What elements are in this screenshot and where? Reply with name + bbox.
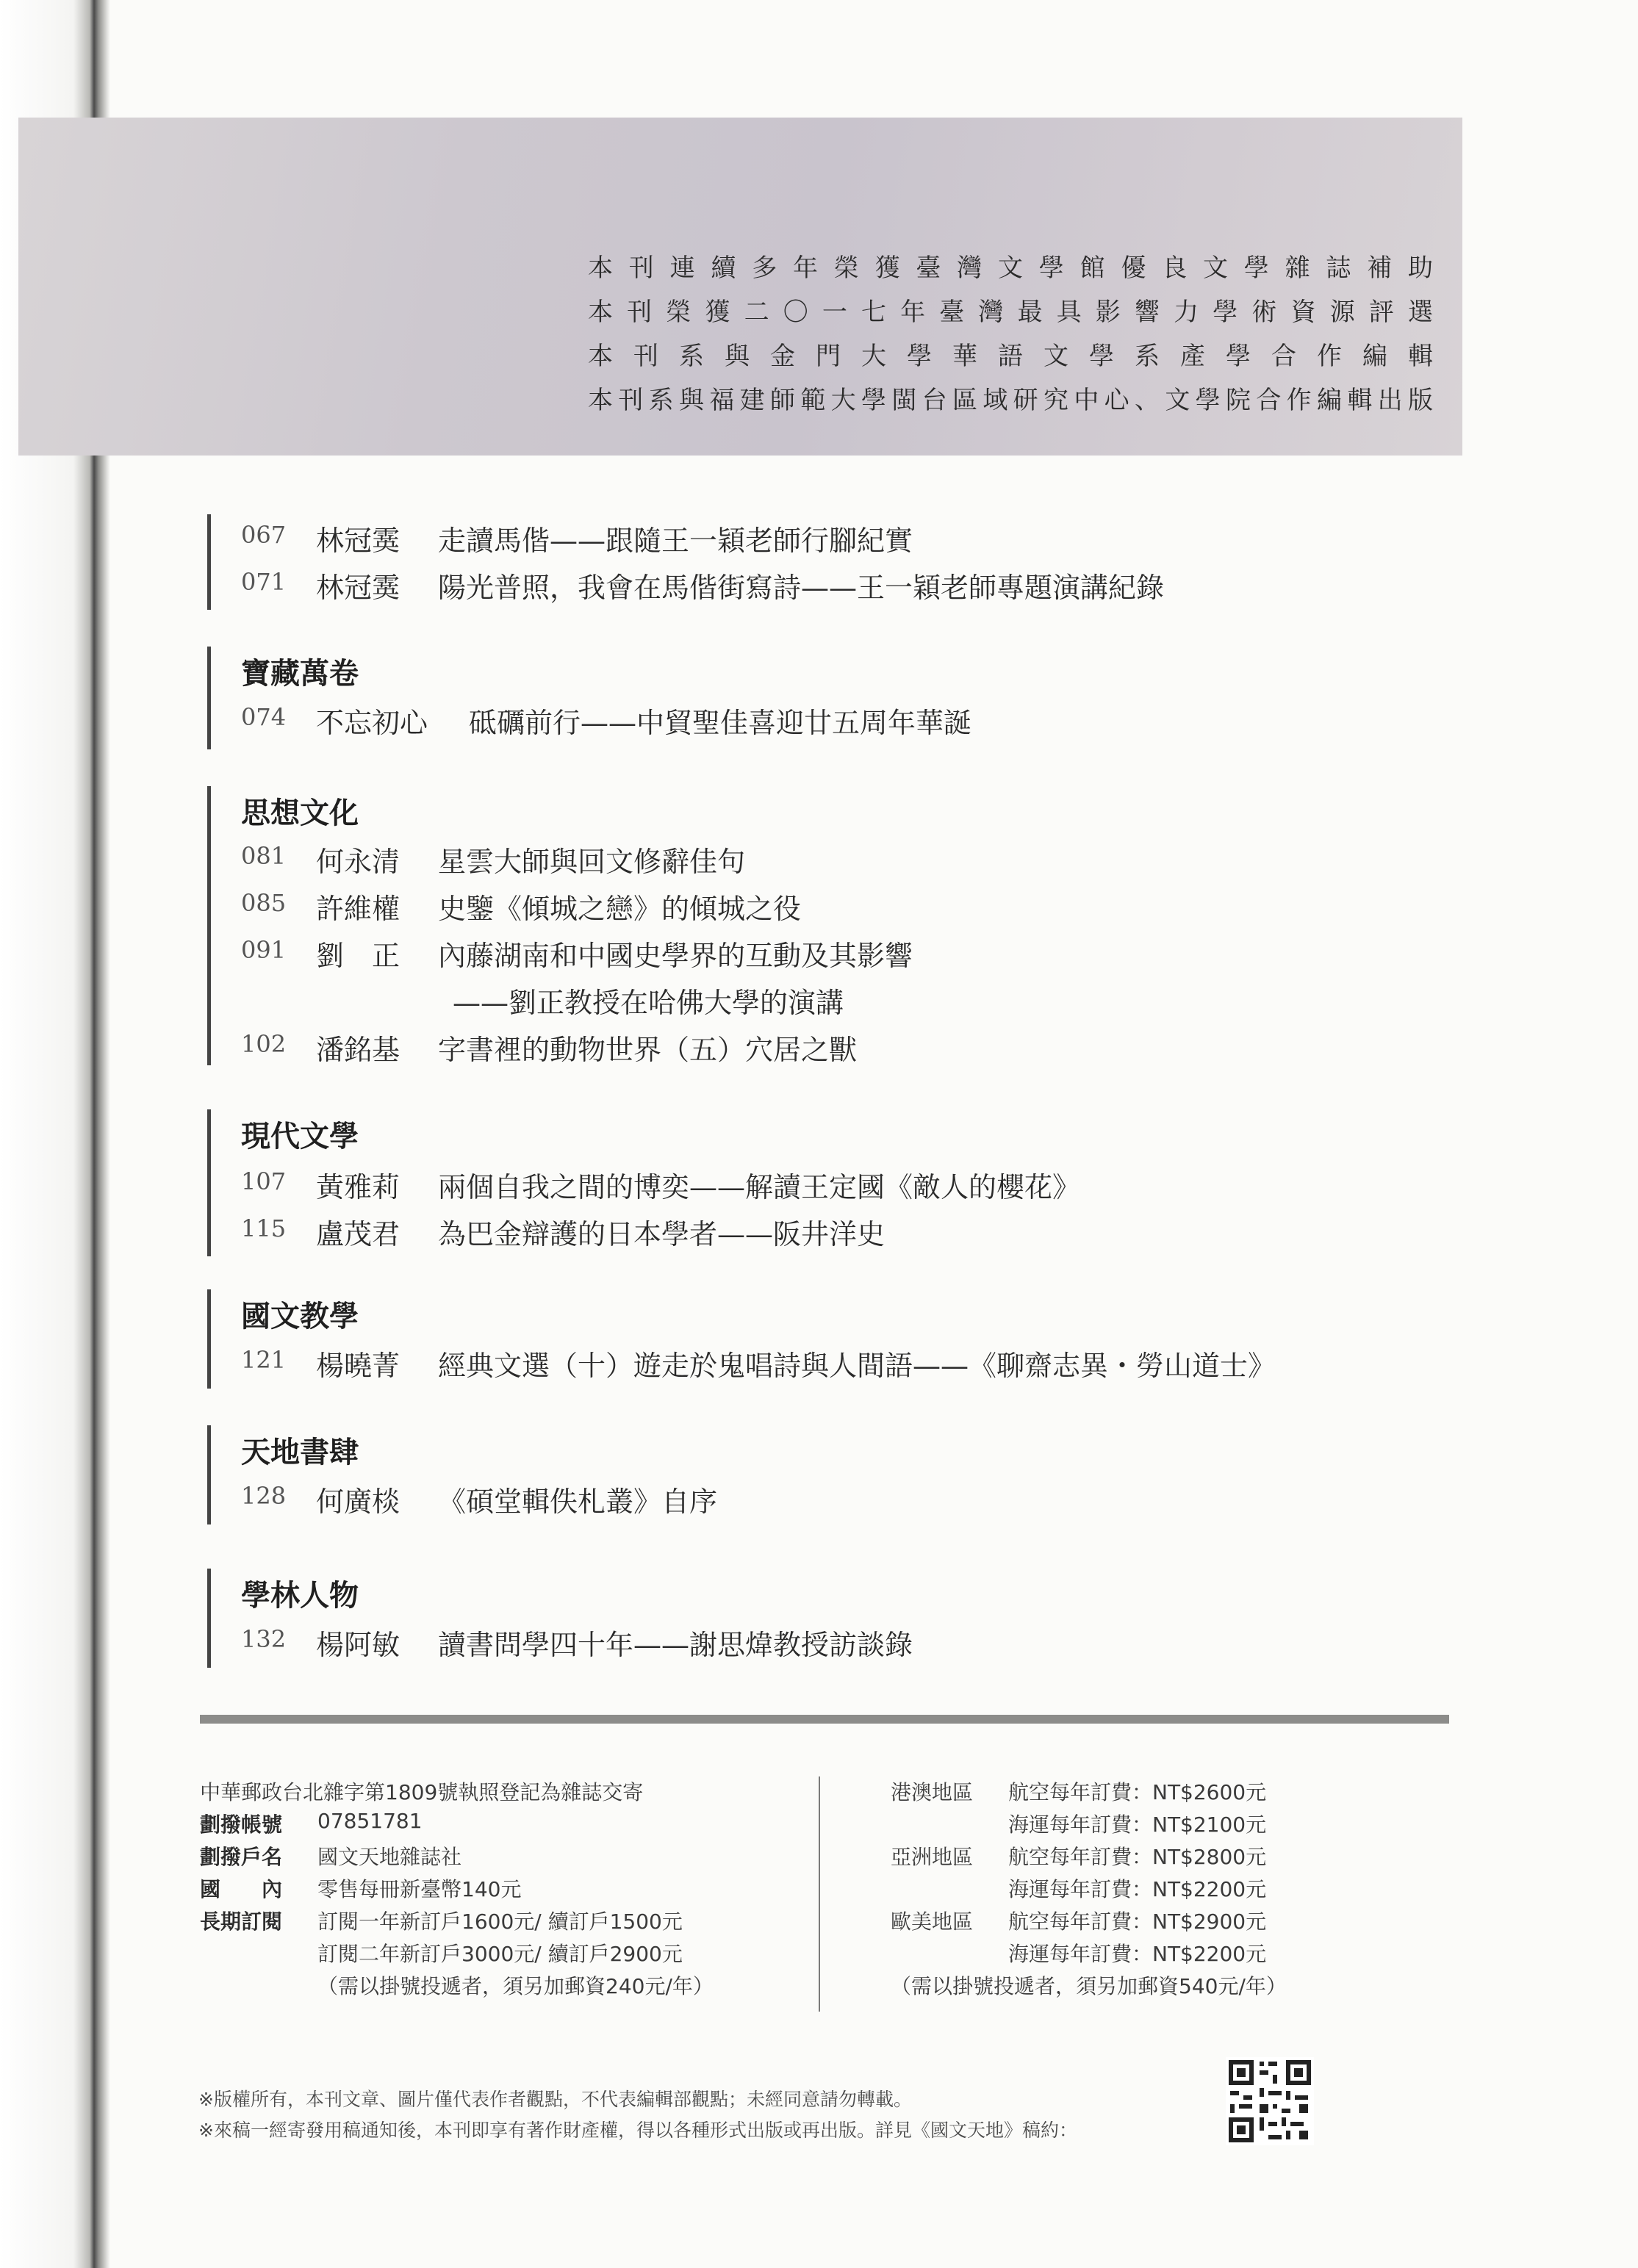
page-number: 128 [241, 1482, 287, 1510]
section-title: 國文教學 [241, 1300, 359, 1333]
page-number: 074 [241, 703, 287, 731]
rate-text: 航空每年訂費：NT$2900元 [1008, 1909, 1267, 1934]
page-number: 091 [241, 936, 287, 964]
rate-text: 海運每年訂費：NT$2100元 [1008, 1812, 1267, 1837]
article-title: 內藤湖南和中國史學界的互動及其影響 [438, 940, 913, 972]
header-line-4: 本刊系與福建師範大學閩台區域研究中心、文學院合作編輯出版 [588, 386, 1433, 415]
header-banner [18, 118, 1462, 456]
account-value: 07851781 [317, 1809, 423, 1833]
section-title: 寶藏萬卷 [241, 657, 359, 691]
section-bar [207, 1569, 211, 1668]
article-title: 陽光普照，我會在馬偕街寫詩——王一穎老師專題演講紀錄 [438, 572, 1165, 604]
longterm-note: （需以掛號投遞者，須另加郵資240元/年） [317, 1974, 714, 1998]
page-number: 071 [241, 568, 287, 596]
rate-text: 航空每年訂費：NT$2600元 [1008, 1780, 1267, 1804]
page-number: 081 [241, 842, 287, 870]
region-label: 港澳地區 [891, 1780, 974, 1804]
header-line-3: 本刊系與金門大學華語文學系產學合作編輯 [588, 342, 1433, 371]
section-bar [207, 514, 211, 610]
page-number: 102 [241, 1030, 287, 1058]
header-line-1: 本刊連續多年榮獲臺灣文學館優良文學雜誌補助 [588, 253, 1433, 283]
longterm-label: 長期訂閱 [200, 1909, 283, 1934]
section-title: 學林人物 [241, 1579, 359, 1613]
article-title: 兩個自我之間的博奕——解讀王定國《敵人的櫻花》 [438, 1171, 1081, 1203]
article-title: 走讀馬偕——跟隨王一穎老師行腳紀實 [438, 525, 913, 557]
author: 黃雅莉 [316, 1171, 400, 1203]
section-bar [207, 1425, 211, 1524]
author: 何廣棪 [316, 1486, 400, 1518]
page-number: 115 [241, 1214, 287, 1242]
author: 劉 正 [316, 940, 400, 972]
article-title: 砥礪前行——中貿聖佳喜迎廿五周年華誕 [469, 707, 972, 739]
holder-value: 國文天地雜誌社 [317, 1845, 462, 1869]
author: 許維權 [316, 893, 400, 925]
holder-label: 劃撥戶名 [200, 1845, 283, 1869]
author: 林冠霙 [316, 525, 400, 557]
section-bar [207, 647, 211, 749]
article-title: 史鑒《傾城之戀》的傾城之役 [438, 893, 802, 925]
page-number: 085 [241, 889, 287, 917]
overseas-note: （需以掛號投遞者，須另加郵資540元/年） [891, 1974, 1287, 1998]
author: 何永清 [316, 846, 400, 878]
article-title: 星雲大師與回文修辭佳句 [438, 846, 746, 878]
author: 不忘初心 [316, 707, 428, 739]
author: 林冠霙 [316, 572, 400, 604]
author: 盧茂君 [316, 1218, 400, 1250]
longterm-line-1: 訂閱一年新訂戶1600元/ 續訂戶1500元 [317, 1909, 683, 1934]
page-number: 107 [241, 1167, 287, 1195]
rate-text: 航空每年訂費：NT$2800元 [1008, 1845, 1267, 1869]
page-number: 121 [241, 1346, 287, 1374]
article-title: 為巴金辯護的日本學者——阪井洋史 [438, 1218, 886, 1250]
article-title: 讀書問學四十年——謝思煒教授訪談錄 [438, 1629, 913, 1661]
author: 楊阿敏 [316, 1629, 400, 1661]
article-subtitle: ——劉正教授在哈佛大學的演講 [453, 987, 844, 1019]
account-label: 劃撥帳號 [200, 1812, 283, 1837]
section-title: 天地書肆 [241, 1436, 359, 1469]
copyright-notice: ※版權所有，本刊文章、圖片僅代表作者觀點，不代表編輯部觀點；未經同意請勿轉載。 [198, 2089, 912, 2110]
author: 潘銘基 [316, 1034, 400, 1066]
author: 楊曉菁 [316, 1350, 400, 1382]
domestic-label: 國 內 [200, 1877, 283, 1901]
section-bar [207, 786, 211, 1065]
rate-text: 海運每年訂費：NT$2200元 [1008, 1877, 1267, 1901]
article-title: 字書裡的動物世界（五）穴居之獸 [438, 1034, 858, 1066]
rate-text: 海運每年訂費：NT$2200元 [1008, 1942, 1267, 1966]
section-title: 思想文化 [241, 796, 359, 830]
section-divider [200, 1715, 1449, 1724]
qr-code-icon[interactable] [1226, 2057, 1314, 2145]
region-label: 亞洲地區 [891, 1845, 974, 1869]
section-title: 現代文學 [241, 1120, 359, 1153]
article-title: 《碩堂輯佚札叢》自序 [438, 1486, 718, 1518]
region-label: 歐美地區 [891, 1909, 974, 1934]
page-number: 067 [241, 521, 287, 549]
column-separator [819, 1776, 820, 2012]
section-bar [207, 1109, 211, 1256]
page-number: 132 [241, 1625, 287, 1653]
header-line-2: 本刊榮獲二〇一七年臺灣最具影響力學術資源評選 [588, 298, 1433, 327]
section-bar [207, 1289, 211, 1389]
article-title: 經典文選（十）遊走於鬼唱詩與人間語——《聊齋志異・勞山道士》 [438, 1350, 1276, 1382]
longterm-line-2: 訂閱二年新訂戶3000元/ 續訂戶2900元 [317, 1942, 683, 1966]
postal-registration: 中華郵政台北雜字第1809號執照登記為雜誌交寄 [200, 1780, 644, 1804]
submission-notice: ※來稿一經寄發用稿通知後，本刊即享有著作財產權，得以各種形式出版或再出版。詳見《國文天地》稿約： [198, 2120, 1077, 2141]
domestic-value: 零售每冊新臺幣140元 [317, 1877, 522, 1901]
